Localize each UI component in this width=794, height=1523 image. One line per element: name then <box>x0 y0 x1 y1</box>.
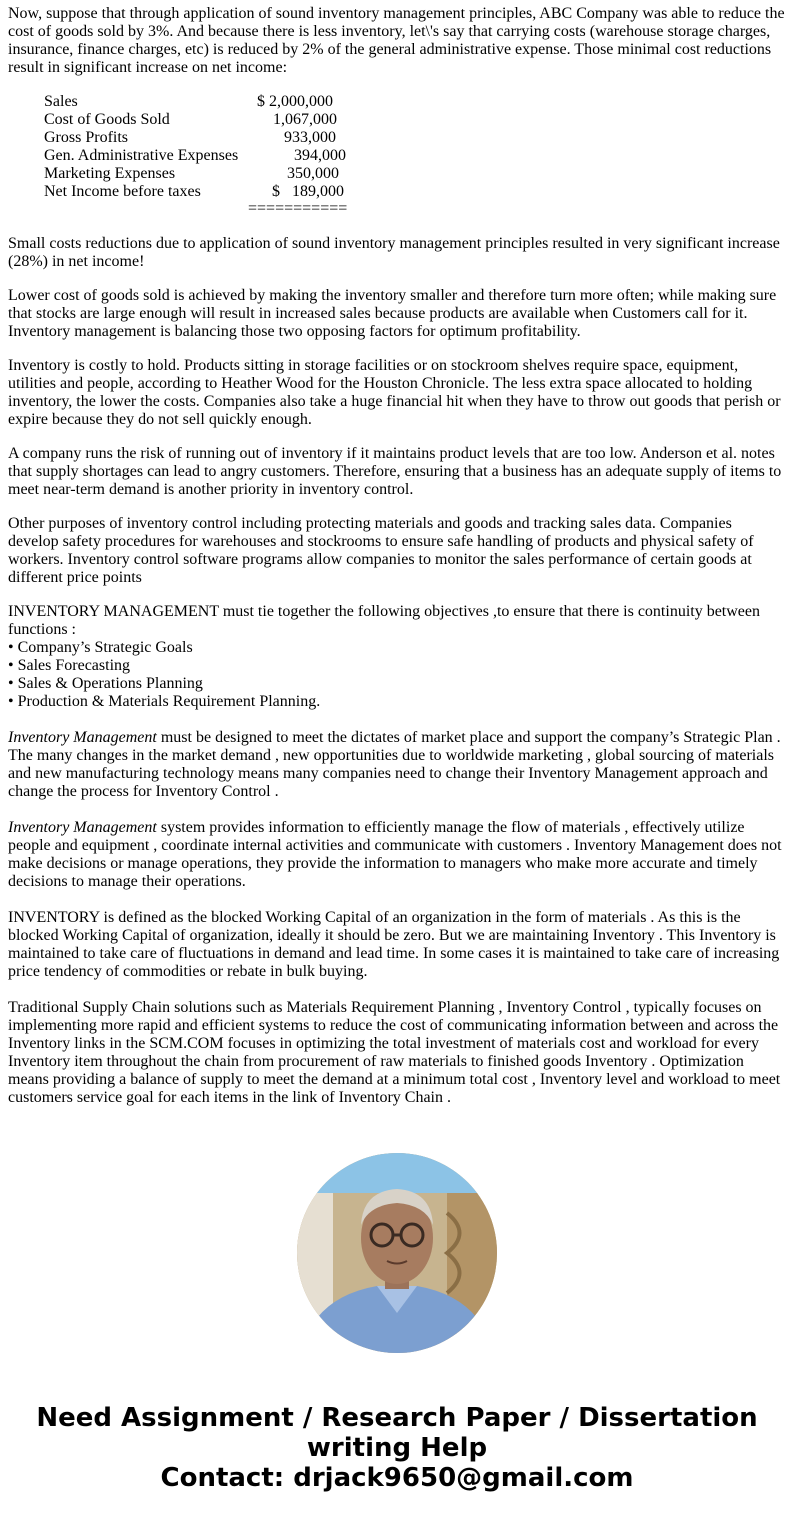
paragraph-text: system provides information to efficiently manage the flow of materials , effectively utilize people and equipment , coordinate internal activities and communicate with customers . Inventory Management does not make decisions or manage operations, they provide the information to managers who make more accurate and timely decisions to manage their operations. <box>8 819 782 890</box>
footer-banner <box>0 1403 794 1493</box>
paragraph: Inventory is costly to hold. Products sitting in storage facilities or on stockroom shelves require space, equipment, utilities and people, according to Heather Wood for the Houston Chronicle. The less extra space allocated to holding inventory, the lower the costs. Companies also take a huge financial hit when they have to throw out goods that perish or expire because they do not sell quickly enough. <box>8 357 781 428</box>
avatar <box>297 1153 497 1353</box>
financial-row <box>44 93 364 111</box>
double-rule: =========== <box>248 200 348 217</box>
financial-label: Gen. Administrative Expenses <box>44 147 239 164</box>
objectives-block <box>8 603 786 711</box>
paragraph: INVENTORY is defined as the blocked Working Capital of an organization in the form of materials . As this is the blocked Working Capital of organization, ideally it should be zero. But we are maintaining Inventory . This Inventory is maintained to take care of fluctuations in demand and lead time. In some cases it is maintained to take care of increasing price tendency of commodities or rebate in bulk buying. <box>8 909 780 980</box>
financial-summary <box>44 93 364 201</box>
financial-value: $ 2,000,000 <box>257 93 333 110</box>
list-item: • Sales Forecasting <box>8 657 131 674</box>
financial-value: 1,067,000 <box>273 111 337 128</box>
paragraph <box>8 729 786 801</box>
paragraph: Other purposes of inventory control including protecting materials and goods and tracking sales data. Companies develop safety procedures for warehouses and stockrooms to ensure safe handling of products and physical safety of workers. Inventory control software programs allow companies to monitor the sales performance of certain goods at different price points <box>8 515 754 586</box>
financial-row <box>44 111 364 129</box>
list-item: • Sales & Operations Planning <box>8 675 203 692</box>
financial-label: Sales <box>44 93 78 110</box>
financial-row <box>44 183 364 201</box>
financial-value: $ 189,000 <box>272 183 344 200</box>
intro-paragraph: Now, suppose that through application of sound inventory management principles, ABC Company was able to reduce the cost of goods sold by 3%. And because there is less inventory, let\'s say that carrying costs (warehouse storage charges, insurance, finance charges, etc) is reduced by 2% of the general administrative expense. Those minimal cost reductions result in significant increase on net income: <box>8 5 785 76</box>
financial-label: Net Income before taxes <box>44 183 201 200</box>
emphasis: Inventory Management <box>8 729 157 746</box>
footer-line: writing Help <box>306 1433 488 1463</box>
paragraph: Lower cost of goods sold is achieved by making the inventory smaller and therefore turn more often; while making sure that stocks are large enough will result in increased sales because products are available when Customers call for it. Inventory management is balancing those two opposing factors for optimum profitability. <box>8 287 777 340</box>
financial-label: Gross Profits <box>44 129 129 146</box>
financial-row <box>44 147 364 165</box>
financial-label: Marketing Expenses <box>44 165 176 182</box>
objectives-intro: INVENTORY MANAGEMENT must tie together the following objectives ,to ensure that there is continuity between functions : <box>8 603 761 638</box>
paragraph: Small costs reductions due to application of sound inventory management principles resulted in very significant increase (28%) in net income! <box>8 235 780 270</box>
list-item: • Production & Materials Requirement Planning. <box>8 693 321 710</box>
financial-row <box>44 165 364 183</box>
author-portrait <box>297 1153 497 1353</box>
financial-label: Cost of Goods Sold <box>44 111 170 128</box>
paragraph: A company runs the risk of running out of inventory if it maintains product levels that are too low. Anderson et al. notes that supply shortages can lead to angry customers. Therefore, ensuring that a business has an adequate supply of items to meet near-term demand is another priority in inventory control. <box>8 445 782 498</box>
financial-value: 394,000 <box>294 147 346 164</box>
footer-contact: Contact: drjack9650@gmail.com <box>160 1463 634 1493</box>
emphasis: Inventory Management <box>8 819 157 836</box>
paragraph-text: must be designed to meet the dictates of market place and support the company’s Strategic Plan . The many changes in the market demand , new opportunities due to worldwide marketing , global sourcing of materials and new manufacturing technology means many companies need to change their Inventory Management approach and change the process for Inventory Control . <box>8 729 781 800</box>
financial-row <box>44 129 364 147</box>
paragraph: Traditional Supply Chain solutions such as Materials Requirement Planning , Inventory Control , typically focuses on implementing more rapid and efficient systems to reduce the cost of communicating information between and across the Inventory links in the SCM.COM focuses in optimizing the total investment of materials cost and workload for every Inventory item throughout the chain from procurement of raw materials to finished goods Inventory . Optimization means providing a balance of supply to meet the demand at a minimum total cost , Inventory level and workload to meet customers service goal for each items in the link of Inventory Chain . <box>8 999 781 1106</box>
financial-value: 350,000 <box>287 165 339 182</box>
footer-line: Need Assignment / Research Paper / Dissertation <box>36 1403 758 1433</box>
paragraph <box>8 819 786 891</box>
list-item: • Company’s Strategic Goals <box>8 639 193 656</box>
financial-value: 933,000 <box>284 129 336 146</box>
